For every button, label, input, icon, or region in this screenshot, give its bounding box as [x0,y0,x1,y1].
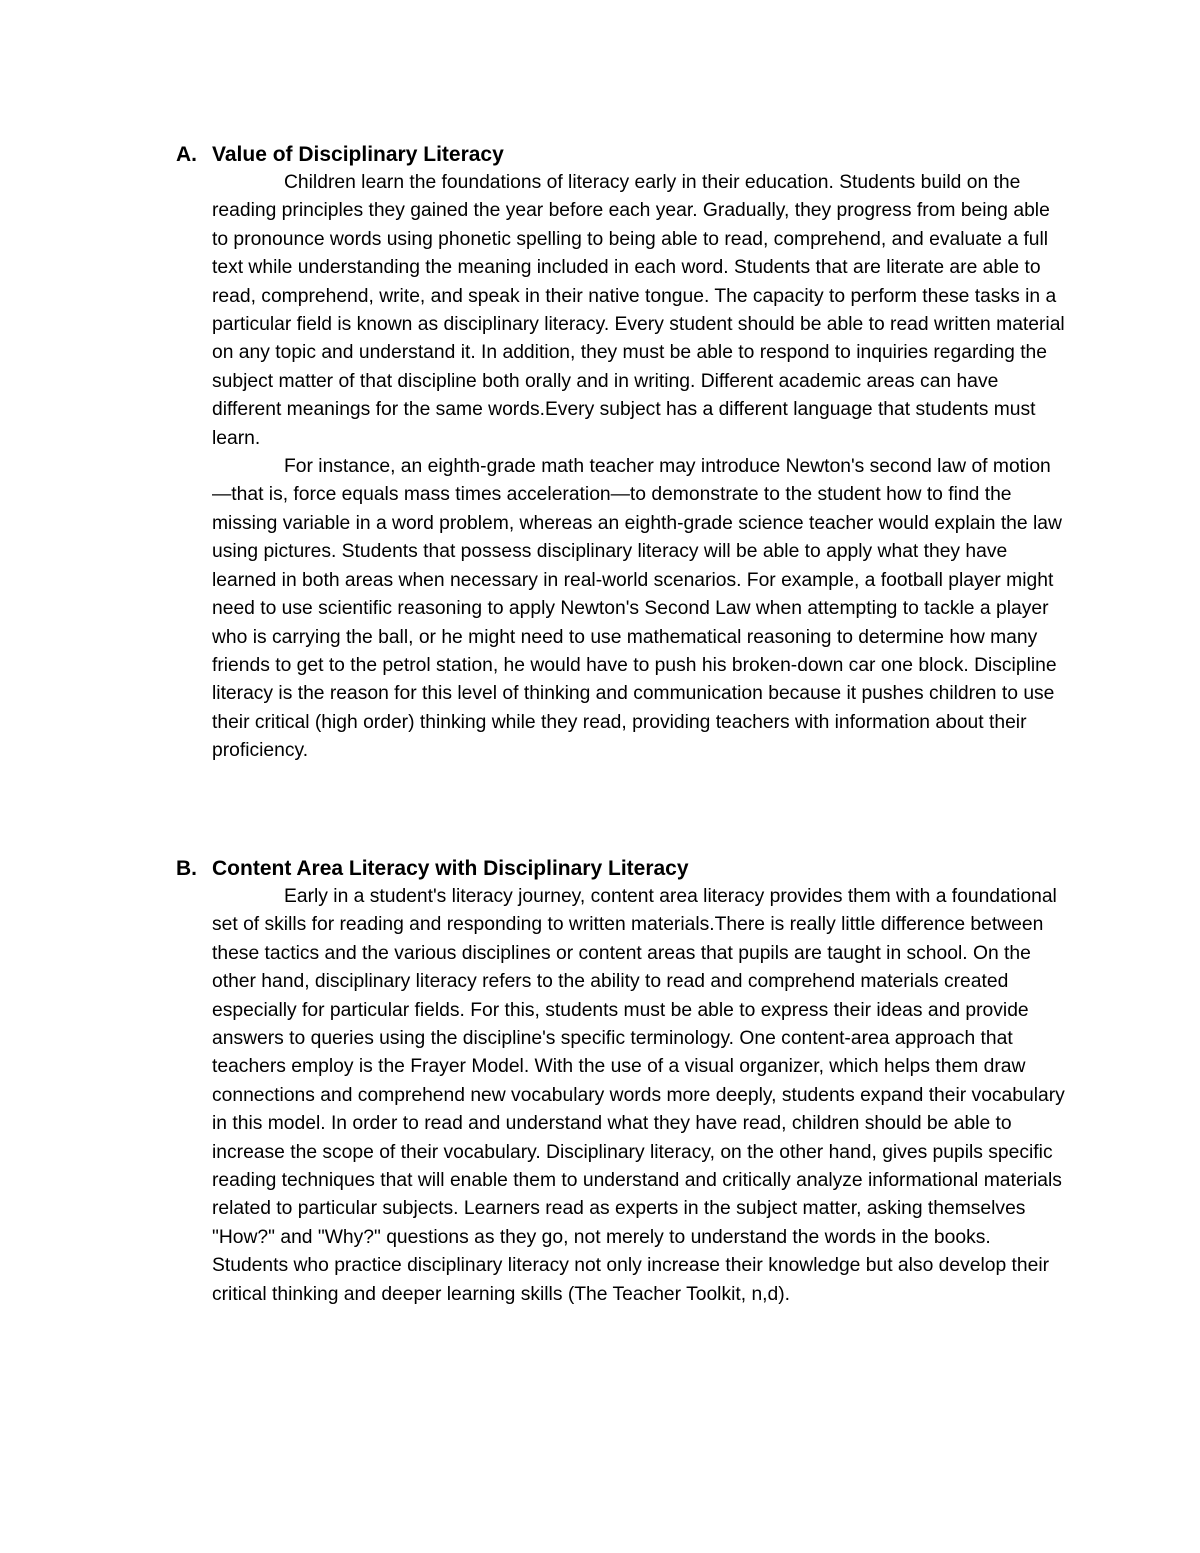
section-body [212,169,1066,766]
paragraph: Children learn the foundations of literacy early in their education. Students build on the reading principles they gained the year before each year. Gradually, they progress from being able to pronounce words using phonetic spelling to being able to read, comprehend, and evaluate a full text while understanding the meaning included in each word. Students that are literate are able to read, comprehend, write, and speak in their native tongue. The capacity to perform these tasks in a particular field is known as disciplinary literacy. Every student should be able to read written material on any topic and understand it. In addition, they must be able to respond to inquiries regarding the subject matter of that discipline both orally and in writing. Different academic areas can have different meanings for the same words.Every subject has a different language that students must learn. [212,172,1065,449]
section-value-of-disciplinary-literacy [176,141,1066,766]
section-marker: B. [176,857,197,880]
section-content-area-literacy [176,855,1066,1309]
section-body [212,883,1066,1309]
section-title: Value of Disciplinary Literacy [212,143,504,166]
section-title: Content Area Literacy with Disciplinary Literacy [212,857,689,880]
paragraph: For instance, an eighth-grade math teacher may introduce Newton's second law of motion—that is, force equals mass times acceleration—to demonstrate to the student how to find the missing variable in a word problem, whereas an eighth-grade science teacher would explain the law using pictures. Students that possess disciplinary literacy will be able to apply what they have learned in both areas when necessary in real-world scenarios. For example, a football player might need to use scientific reasoning to apply Newton's Second Law when attempting to tackle a player who is carrying the ball, or he might need to use mathematical reasoning to determine how many friends to get to the petrol station, he would have to push his broken-down car one block. Discipline literacy is the reason for this level of thinking and communication because it pushes children to use their critical (high order) thinking while they read, providing teachers with information about their proficiency. [212,456,1062,762]
paragraph: Early in a student's literacy journey, content area literacy provides them with a foundational set of skills for reading and responding to written materials.There is really little difference between these tactics and the various disciplines or content areas that pupils are taught in school. On the other hand, disciplinary literacy refers to the ability to read and comprehend materials created especially for particular fields. For this, students must be able to express their ideas and provide answers to queries using the discipline's specific terminology. One content-area approach that teachers employ is the Frayer Model. With the use of a visual organizer, which helps them draw connections and comprehend new vocabulary words more deeply, students expand their vocabulary in this model. In order to read and understand what they have read, children should be able to increase the scope of their vocabulary. Disciplinary literacy, on the other hand, gives pupils specific reading techniques that will enable them to understand and critically analyze informational materials related to particular subjects. Learners read as experts in the subject matter, asking themselves "How?" and "Why?" questions as they go, not merely to understand the words in the books. Students who practice disciplinary literacy not only increase their knowledge but also develop their critical thinking and deeper learning skills (The Teacher Toolkit, n,d). [212,886,1065,1305]
section-marker: A. [176,143,197,166]
section-heading [176,855,1066,883]
section-heading [176,141,1066,169]
